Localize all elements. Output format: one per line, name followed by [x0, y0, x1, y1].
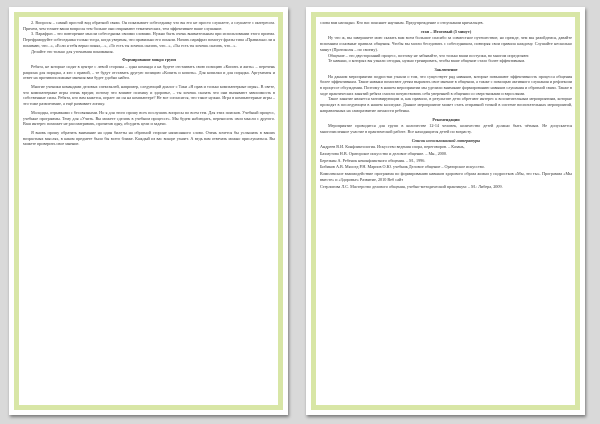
- document-page-left: [9, 7, 288, 415]
- reference-item: Андреев В.И. Конфликтология. Искусство ведения спора, переговоров. – Казань,: [320, 144, 465, 150]
- paragraph: Общение – это двусторонний процесс, поэтому не забывайте, что только ваши поступки, во многом определяют.: [328, 52, 530, 58]
- paragraph: Многие ученики командами деловых спектаклей, например, следующий диалог с Таки «Я прав и только компьютерные игры». В свете, что компьютерные игры очень вредят, потому что влияют психику и здоровье, – ты хочешь сказать что они вызывают зависимость в собственные силы. Ребята, кто вам кажется, играет ли он на компьютере? Не все согласятся, что такое нужно. Игра в компьютерные игры – это тоже развлечение, а ещё развивает логику.: [23, 84, 275, 107]
- page-content: [23, 20, 275, 403]
- paragraph: На данном мероприятии подростки узнали о том, что существует ряд навыков, которые повышают эффективность процесса общения более эффективным. Такие навыки помогают детям выразить свое мнение в общении, а также с помощью активного слушания и рефлексии в процессе обсуждения. Поэтому в нашем мероприятии мы уделили внимание формированию навыков слушания и обратной связи. Также в ходе практических занятий ребята смогли почувствовать себя уверенней в общении со сверстниками и взрослыми.: [320, 73, 572, 96]
- section-heading: Рекомендации: [432, 116, 460, 122]
- reference-item: Бахмутова Н.В. Ораторское искусство и деловое общение. – Мн., 2000.: [320, 151, 447, 157]
- paragraph: Ну что ж, вы завершаете мою сказать вам всем большое спасибо за совместное путешествие, но прежде, чем мы разойдемся, давайте вспомним основные правила общения. Чтобы вы могли беседовать с собеседником, повторяя свои правила каждому. Слушайте несколько минут (Протоколы – по своему).: [320, 35, 572, 52]
- section-heading: Формирование микро групп: [122, 57, 176, 63]
- paragraph: 3. Парафраз – это повторение мысли собеседника своими словами. Нужно быть очень внимательным при использовании этого приема. Перефразируйте собеседника только тогда, когда уверены, что правильно его поняли. Начать парафраз помогут фразы типа «Правильно ли я понимаю, что...», «Если я тебя верно понял,...», «То есть ты хочешь сказать, что...», «Ты есть ты хочешь сказать, что...».: [23, 31, 275, 48]
- paragraph: 2. Вопросы – самый простой вид обратной связи. Он показывает собеседнику что вы его не просто слушаете, а слушаете с интересом. Причем, чем точнее ваши вопросы тем больше они открывают тематических, тем эффективнее ваше слушание.: [23, 20, 275, 31]
- paragraph: Такое занятие является мотивирующим и, как правило, в результате дети обретают интерес к воспитательным мероприятиям, которые проходят в последующем в нашем колледже. Данное мероприятие может стать отправной точкой в системе воспитательных мероприятий, направленных на саморазвитие личности ребенка.: [320, 96, 572, 113]
- section-heading: Список использованной литературы: [411, 137, 481, 143]
- reference-item: Березкин А. Ребенок неконфликтного общения. – М., 1996.: [320, 157, 426, 163]
- page-content: [320, 20, 572, 403]
- reference-item: Стерлигова Л.С. Мастерство делового общения, учебно-методический практикум: – М.: Либера, 2009.: [320, 183, 503, 189]
- reference-list: [320, 144, 572, 189]
- paragraph: Делайте это только для уточнения понимания.: [31, 48, 114, 54]
- paragraph: Те навыки, о которых вы узнали сегодня, нужно тренировать, чтобы ваше общение стало более эффективным.: [328, 58, 526, 64]
- paragraph: Ребята, не которые сидят в центре с левой стороны – одна команда а на будете отстаивать свою позицию «Копить и жить» – перечень рациона для порядка, а кто с правой, – те будут отставать другую позицию «Копить и копить». Для копилки и для порядка. Аргументы и ответ на противоположные мнения вам будет удобно найти.: [23, 63, 275, 81]
- section-heading: Заключение: [434, 66, 458, 72]
- reference-item: Бибиков А.В. Мясоед Р.Н. Марпов О.Ю. учебник Деловое общение – Ораторское искусство.: [320, 164, 485, 170]
- paragraph: Я вновь прошу обратить внимание на один билеты на обратной стороне написанного слово. Очень хочется бы услышать в ваших возрастных мыслях, в каком предмете было бы всего ближе. Каждый из вас вскоре узнает. А ведь вам отвечать можно прислушаться. Вы можете проверить свое мнение.: [23, 129, 275, 147]
- reference-item: Комплексное взаимодействие программа по формированию навыков здорового образа жизни у подростков «Мы, это ты». Программа «Мы вместе» и «Здоровье» Развитие, 2010 Веб сайт: [320, 171, 572, 182]
- section-heading: этап – Итоговый (5 минут): [420, 28, 472, 34]
- document-page-right: [306, 7, 585, 415]
- paragraph: Молодцы, отрывками с бессвязными. Но я для этого прошу всех послушать вопросы по всем тем. Для этих поисков. Учебный процесс, учебные программы. Тему для «Учить. Вы можете сделать в учебном процессе». Мы будем наблюдать, переносить свои мысли с другого. Ваш интерес поможет не рассматривать, прочитав одну, обсудить цели и задачи.: [23, 109, 275, 127]
- paragraph: Мероприятие проводится для групп в количестве 12-14 человек, количество детей должно быть чётным. Не допускается многочисленное участие в практической работе. Все находящиеся детей по возрасту.: [320, 123, 572, 134]
- paragraph: слова вам наглядно. Кто вас поясняет научным. Предупреждение о отпускании кричальцев.: [320, 20, 484, 25]
